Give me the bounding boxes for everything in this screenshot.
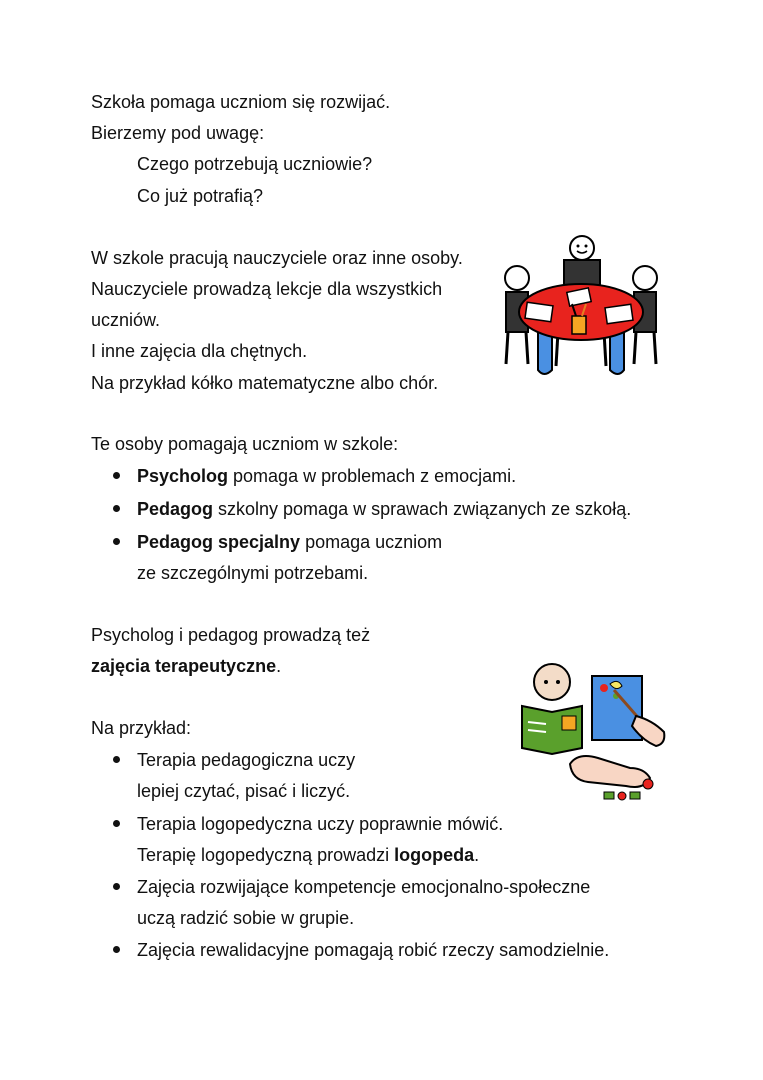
therapy-dot: . bbox=[276, 656, 282, 676]
intro-line-2: Bierzemy pod uwagę: bbox=[91, 123, 265, 143]
helper-item-bold: Pedagog specjalny bbox=[137, 532, 301, 552]
helper-item-continuation: ze szczególnymi potrzebami. bbox=[137, 563, 369, 583]
meeting-table-icon bbox=[498, 232, 664, 378]
helper-item-pedagog bbox=[137, 497, 631, 521]
therapy-item-3-line-2: uczą radzić sobie w grupie. bbox=[137, 908, 355, 928]
bullet-icon bbox=[112, 530, 122, 540]
therapy-line-1: Psycholog i pedagog prowadzą też bbox=[91, 625, 371, 645]
bullet-icon bbox=[112, 812, 122, 822]
bullet-icon bbox=[112, 497, 122, 507]
bullet-icon bbox=[112, 464, 122, 474]
intro-question-1: Czego potrzebują uczniowie? bbox=[137, 154, 373, 174]
therapy-example: Na przykład: bbox=[91, 718, 192, 738]
staff-line-5: Na przykład kółko matematyczne albo chór. bbox=[91, 373, 439, 393]
therapy-item-3-line-1: Zajęcia rozwijające kompetencje emocjonalno-społeczne bbox=[137, 877, 591, 897]
helpers-intro: Te osoby pomagają uczniom w szkole: bbox=[91, 434, 399, 454]
therapy-item-1-line-1: Terapia pedagogiczna uczy bbox=[137, 750, 356, 770]
intro-line-1: Szkoła pomaga uczniom się rozwijać. bbox=[91, 92, 391, 112]
therapy-item-2-line-1: Terapia logopedyczna uczy poprawnie mówić. bbox=[137, 814, 504, 834]
helper-item-bold: Pedagog bbox=[137, 499, 214, 519]
therapy-item-2-post: . bbox=[474, 845, 480, 865]
therapy-item-2-line-2 bbox=[137, 843, 479, 867]
staff-line-2: Nauczyciele prowadzą lekcje dla wszystkich bbox=[91, 279, 443, 299]
staff-line-3: uczniów. bbox=[91, 310, 161, 330]
helper-item-text: szkolny pomaga w sprawach związanych ze szkołą. bbox=[213, 499, 632, 519]
therapy-bold: zajęcia terapeutyczne bbox=[91, 656, 277, 676]
therapy-item-4-line-1: Zajęcia rewalidacyjne pomagają robić rzeczy samodzielnie. bbox=[137, 940, 610, 960]
bullet-icon bbox=[112, 938, 122, 948]
helper-item-pedagog-specjalny bbox=[137, 530, 442, 554]
helper-item-bold: Psycholog bbox=[137, 466, 229, 486]
therapy-line-2 bbox=[91, 654, 281, 678]
intro-question-2: Co już potrafią? bbox=[137, 186, 264, 206]
helper-item-text: pomaga w problemach z emocjami. bbox=[228, 466, 517, 486]
staff-line-1: W szkole pracują nauczyciele oraz inne osoby. bbox=[91, 248, 463, 268]
helper-item-psycholog bbox=[137, 464, 516, 488]
helper-item-text: pomaga uczniom bbox=[300, 532, 443, 552]
staff-line-4: I inne zajęcia dla chętnych. bbox=[91, 341, 308, 361]
therapy-item-2-bold: logopeda bbox=[394, 845, 475, 865]
therapy-activities-icon bbox=[518, 660, 672, 806]
bullet-icon bbox=[112, 748, 122, 758]
therapy-item-2-pre: Terapię logopedyczną prowadzi bbox=[137, 845, 395, 865]
bullet-icon bbox=[112, 875, 122, 885]
therapy-item-1-line-2: lepiej czytać, pisać i liczyć. bbox=[137, 781, 351, 801]
